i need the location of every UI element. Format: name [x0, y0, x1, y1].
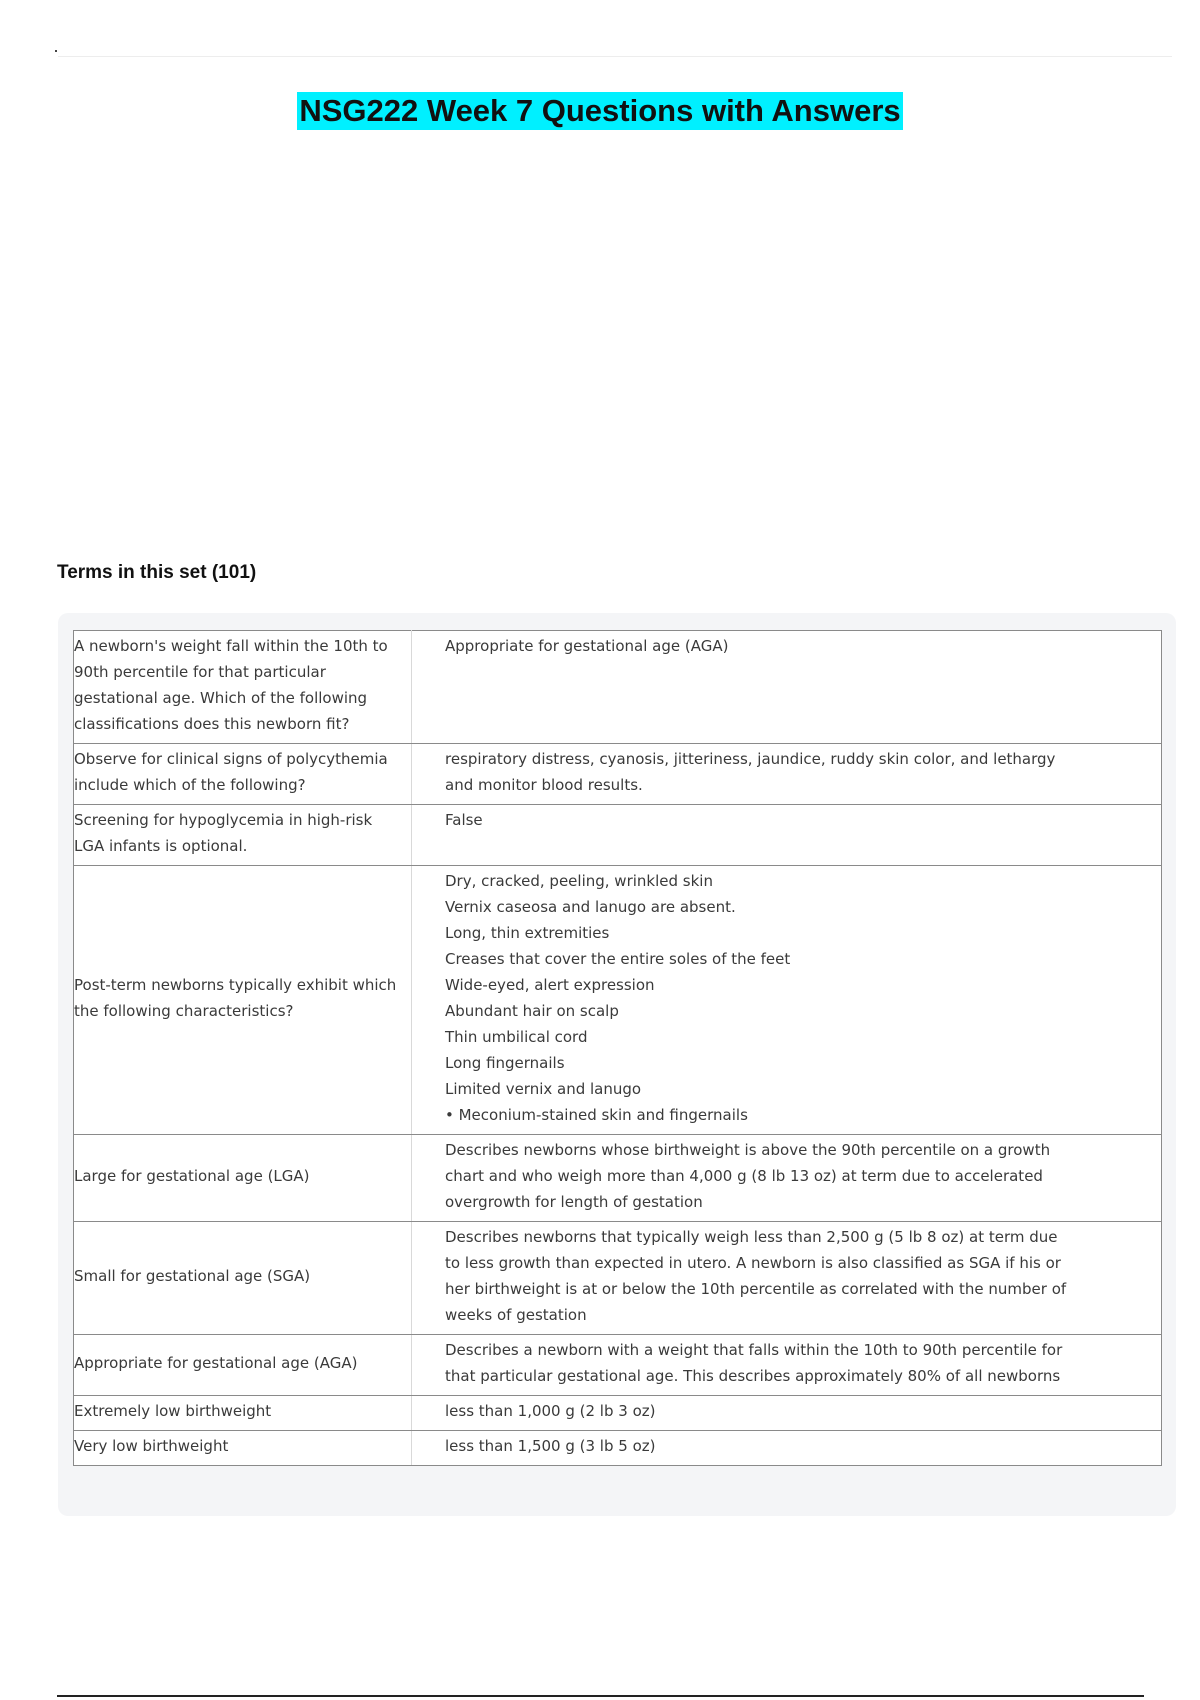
definition-line: Limited vernix and lanugo	[445, 1080, 642, 1098]
page-marker-dot	[55, 50, 57, 52]
terms-table	[73, 630, 1162, 1466]
definition-line: Dry, cracked, peeling, wrinkled skin	[445, 872, 713, 890]
definition-cell: Appropriate for gestational age (AGA)	[412, 631, 1162, 744]
document-title: NSG222 Week 7 Questions with Answers	[299, 93, 901, 128]
table-row	[74, 866, 1162, 1135]
term-cell: A newborn's weight fall within the 10th to 90th percentile for that particular gestational age. Which of the following classifications does this newborn fit?	[74, 631, 412, 744]
term-cell: Post-term newborns typically exhibit which the following characteristics?	[74, 866, 412, 1135]
definition-line: Abundant hair on scalp	[445, 1002, 619, 1020]
table-row	[74, 1135, 1162, 1222]
term-cell: Large for gestational age (LGA)	[74, 1135, 412, 1222]
table-row	[74, 744, 1162, 805]
term-cell: Extremely low birthweight	[74, 1396, 412, 1431]
header-divider	[58, 56, 1172, 57]
definition-line: Creases that cover the entire soles of the feet	[445, 950, 791, 968]
definition-line: Vernix caseosa and lanugo are absent.	[445, 898, 736, 916]
definition-line: Long, thin extremities	[445, 924, 610, 942]
title-container	[0, 92, 1200, 130]
definition-cell: Describes a newborn with a weight that falls within the 10th to 90th percentile for that particular gestational age. This describes approximately 80% of all newborns	[412, 1335, 1162, 1396]
footer-divider	[57, 1695, 1144, 1697]
table-row	[74, 1335, 1162, 1396]
table-row	[74, 1222, 1162, 1335]
term-cell: Very low birthweight	[74, 1431, 412, 1466]
definition-cell: respiratory distress, cyanosis, jitteriness, jaundice, ruddy skin color, and lethargy and monitor blood results.	[412, 744, 1162, 805]
table-row	[74, 1431, 1162, 1466]
definition-cell: Describes newborns that typically weigh less than 2,500 g (5 lb 8 oz) at term due to less growth than expected in utero. A newborn is also classified as SGA if his or her birthweight is at or below the 10th percentile as correlated with the number of weeks of gestation	[412, 1222, 1162, 1335]
definition-cell: less than 1,000 g (2 lb 3 oz)	[412, 1396, 1162, 1431]
definition-cell: False	[412, 805, 1162, 866]
term-cell: Appropriate for gestational age (AGA)	[74, 1335, 412, 1396]
term-cell: Small for gestational age (SGA)	[74, 1222, 412, 1335]
term-cell: Observe for clinical signs of polycythemia include which of the following?	[74, 744, 412, 805]
terms-heading: Terms in this set (101)	[57, 562, 257, 583]
definition-cell	[412, 866, 1162, 1135]
definition-line: Long fingernails	[445, 1054, 565, 1072]
definition-line: • Meconium-stained skin and fingernails	[445, 1106, 748, 1124]
definition-cell: less than 1,500 g (3 lb 5 oz)	[412, 1431, 1162, 1466]
table-row	[74, 1396, 1162, 1431]
definition-line: Thin umbilical cord	[445, 1028, 588, 1046]
table-row	[74, 631, 1162, 744]
definition-cell: Describes newborns whose birthweight is above the 90th percentile on a growth chart and who weigh more than 4,000 g (8 lb 13 oz) at term due to accelerated overgrowth for length of gestation	[412, 1135, 1162, 1222]
term-cell: Screening for hypoglycemia in high-risk LGA infants is optional.	[74, 805, 412, 866]
definition-line: Wide-eyed, alert expression	[445, 976, 655, 994]
table-row	[74, 805, 1162, 866]
